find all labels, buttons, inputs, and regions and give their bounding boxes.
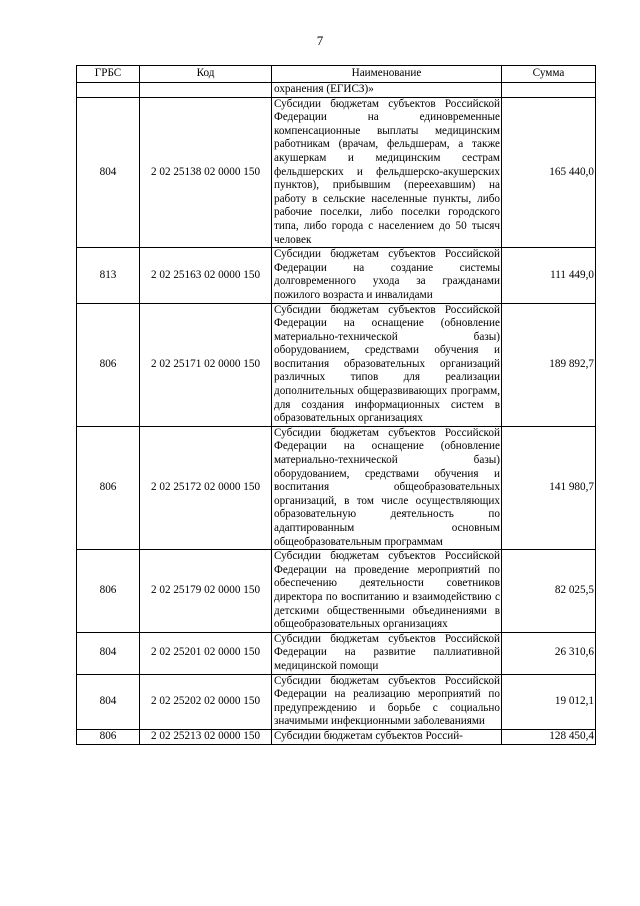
table-row — [77, 674, 596, 729]
cell-name: Субсидии бюджетам субъектов Российской Федерации на проведение мероприятий по обеспечению деятельности советников директора по воспитанию и взаимодействию с детскими общественными объединениями в общеобразовательных организациях — [272, 550, 502, 633]
cell-grbs: 804 — [77, 632, 140, 674]
cell-sum: 82 025,5 — [502, 550, 596, 633]
cell-code: 2 02 25202 02 0000 150 — [140, 674, 272, 729]
header-grbs: ГРБС — [77, 66, 140, 83]
cell-code: 2 02 25138 02 0000 150 — [140, 97, 272, 248]
cell-name: Субсидии бюджетам субъектов Российской Федерации на оснащение (обновление материально-технической базы) оборудованием, средствами обучения и воспитания общеобразовательных организаций, в том числе осуществляющих образовательную деятельность по адаптированным основным общеобразовательным программам — [272, 426, 502, 549]
cell-name: Субсидии бюджетам субъектов Россий- — [272, 729, 502, 744]
table-row-continued — [77, 83, 596, 98]
table-row — [77, 632, 596, 674]
cell-grbs: 806 — [77, 426, 140, 549]
cell-name: охранения (ЕГИСЗ)» — [272, 83, 502, 98]
cell-code: 2 02 25213 02 0000 150 — [140, 729, 272, 744]
cell-name: Субсидии бюджетам субъектов Российской Федерации на единовременные компенсационные выплаты медицинским работникам (врачам, фельдшерам, а также акушеркам и медицинским сестрам фельдшерских и фельдшерско-акушерских пунктов), прибывшим (переехавшим) на работу в сельские населенные пункты, либо рабочие поселки, либо поселки городского типа, либо города с населением до 50 тысяч человек — [272, 97, 502, 248]
header-sum: Сумма — [502, 66, 596, 83]
cell-sum: 141 980,7 — [502, 426, 596, 549]
cell-code: 2 02 25172 02 0000 150 — [140, 426, 272, 549]
cell-grbs — [77, 83, 140, 98]
cell-grbs: 806 — [77, 550, 140, 633]
cell-sum: 19 012,1 — [502, 674, 596, 729]
table-header-row — [77, 66, 596, 83]
cell-sum: 111 449,0 — [502, 248, 596, 303]
cell-sum — [502, 83, 596, 98]
cell-grbs: 813 — [77, 248, 140, 303]
cell-sum: 128 450,4 — [502, 729, 596, 744]
table-row — [77, 426, 596, 549]
cell-grbs: 806 — [77, 729, 140, 744]
table-row — [77, 248, 596, 303]
page-number: 7 — [316, 33, 324, 48]
header-code: Код — [140, 66, 272, 83]
cell-grbs: 806 — [77, 303, 140, 426]
header-name: Наименование — [272, 66, 502, 83]
cell-sum: 26 310,6 — [502, 632, 596, 674]
cell-code: 2 02 25179 02 0000 150 — [140, 550, 272, 633]
cell-name: Субсидии бюджетам субъектов Российской Федерации на создание системы долговременного ухода за гражданами пожилого возраста и инвалидами — [272, 248, 502, 303]
cell-name: Субсидии бюджетам субъектов Российской Федерации на реализацию мероприятий по предупреждению и борьбе с социально значимыми инфекционными заболеваниями — [272, 674, 502, 729]
cell-code: 2 02 25201 02 0000 150 — [140, 632, 272, 674]
cell-code: 2 02 25171 02 0000 150 — [140, 303, 272, 426]
cell-grbs: 804 — [77, 97, 140, 248]
cell-sum: 165 440,0 — [502, 97, 596, 248]
cell-name: Субсидии бюджетам субъектов Российской Федерации на оснащение (обновление материально-технической базы) оборудованием, средствами обучения и воспитания образовательных организаций различных типов для реализации дополнительных общеразвивающих программ, для создания информационных систем в образовательных организациях — [272, 303, 502, 426]
table-row — [77, 97, 596, 248]
cell-grbs: 804 — [77, 674, 140, 729]
table-row — [77, 303, 596, 426]
cell-code — [140, 83, 272, 98]
budget-table — [76, 65, 596, 745]
cell-sum: 189 892,7 — [502, 303, 596, 426]
table-row — [77, 729, 596, 744]
table-row — [77, 550, 596, 633]
cell-code: 2 02 25163 02 0000 150 — [140, 248, 272, 303]
cell-name: Субсидии бюджетам субъектов Российской Федерации на развитие паллиативной медицинской помощи — [272, 632, 502, 674]
